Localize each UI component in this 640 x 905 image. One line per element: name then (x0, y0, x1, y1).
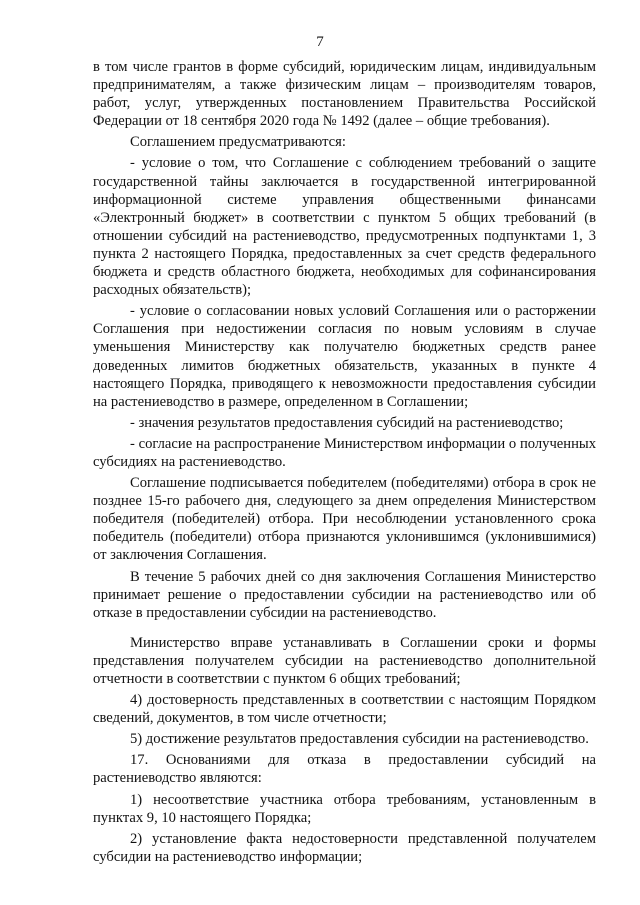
list-item: 5) достижение результатов предоставления субсидии на растениеводство. (130, 731, 589, 748)
list-item: - значения результатов предоставления субсидий на растениеводство; (130, 414, 564, 431)
list-item: - согласие на распространение Министерством информации о полученных субсидиях на растениеводство. (93, 435, 596, 470)
list-item: 2) установление факта недостоверности представленной получателем субсидии на растениеводство информации; (93, 830, 596, 865)
list-item: 4) достоверность представленных в соответствии с настоящим Порядком сведений, документов, в том числе отчетности; (93, 692, 596, 727)
paragraph: В течение 5 рабочих дней со дня заключения Соглашения Министерство принимает решение о предоставлении субсидии на растениеводство или об отказе в предоставлении субсидии на растениеводство. (93, 568, 596, 621)
list-item: - условие о согласовании новых условий Соглашения или о расторжении Соглашения при недостижении согласия по новым условиям в случае уменьшения Министерству как получателю бюджетных средств ранее доведенных лимитов бюджетных обязательств, указанных в пункте 4 настоящего Порядка, приводящего к невозможности предоставления субсидии на растениеводство в размере, определенном в Соглашении; (93, 303, 596, 410)
section-item: 17. Основаниями для отказа в предоставлении субсидий на растениеводство являются: (93, 752, 596, 787)
paragraph: Соглашением предусматриваются: (130, 134, 346, 151)
paragraph: Соглашение подписывается победителем (победителями) отбора в срок не позднее 15-го рабочего дня, следующего за днем определения Министерством победителя (победителей) отбора. При несоблюдении установленного срока победитель (победители) отбора признаются уклонившимся (уклонившимися) от заключения Соглашения. (93, 475, 596, 564)
page-number: 7 (316, 34, 324, 50)
list-item: 1) несоответствие участника отбора требованиям, установленным в пунктах 9, 10 настоящего Порядка; (93, 791, 596, 826)
list-item: - условие о том, что Соглашение с соблюдением требований о защите государственной тайны заключается в государственной интегрированной информационной системе управления общественными финансами «Электронный бюджет» в соответствии с пунктом 5 общих требований (в отношении субсидий на растениеводство, предусмотренных подпунктами 1, 3 пункта 2 настоящего Порядка, предоставленных за счет средств федерального бюджета и средств областного бюджета, необходимых для софинансирования расходных обязательств); (93, 155, 596, 299)
paragraph: в том числе грантов в форме субсидий, юридическим лицам, индивидуальным предпринимателям, а также физическим лицам – производителям товаров, работ, услуг, утвержденных постановлением Правительства Российской Федерации от 18 сентября 2020 года № 1492 (далее – общие требования). (93, 59, 596, 130)
document-body (93, 58, 596, 869)
paragraph: Министерство вправе устанавливать в Соглашении сроки и формы представления получателем субсидии на растениеводство дополнительной отчетности в соответствии с пунктом 6 общих требований; (93, 634, 596, 687)
